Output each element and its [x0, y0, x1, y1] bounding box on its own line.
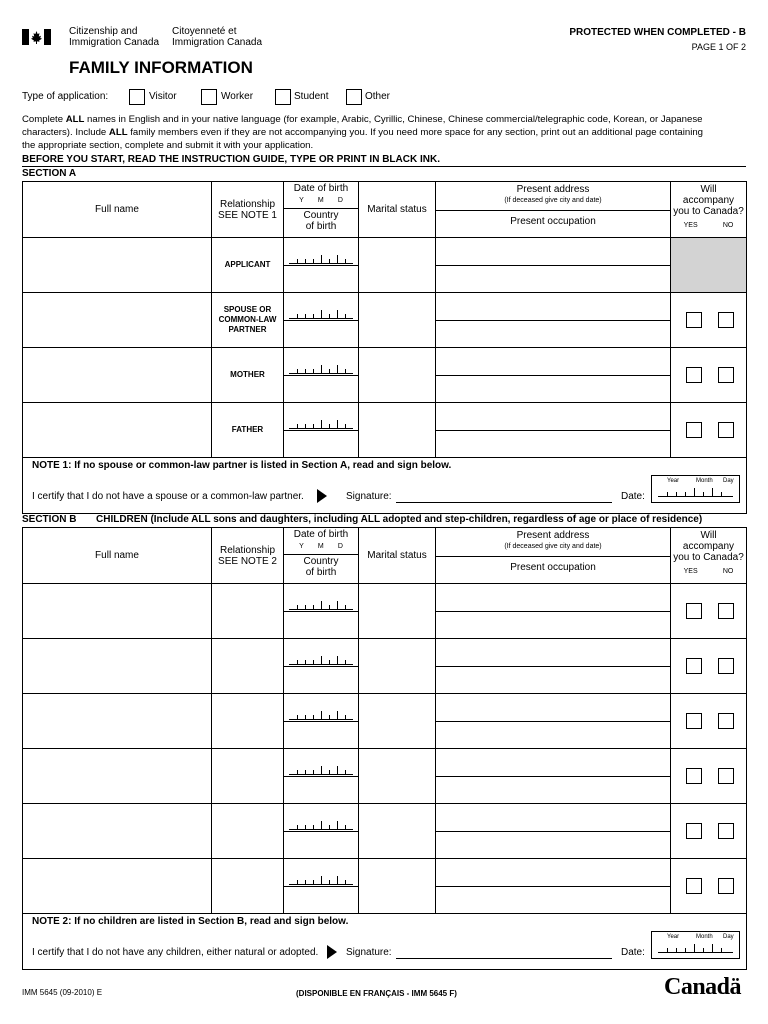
header-text: Will [700, 184, 717, 195]
address-cell[interactable] [436, 584, 671, 639]
ymd-labels [284, 194, 358, 207]
instruction-text: family members even if they are not accompanying you. If you need more space for any section, print out an additional page containing [127, 127, 704, 138]
no-checkbox[interactable] [718, 713, 734, 729]
yes-checkbox[interactable] [686, 312, 702, 328]
no-checkbox[interactable] [718, 312, 734, 328]
no-label: NO [722, 222, 734, 229]
relationship-text: PARTNER [228, 325, 267, 334]
section-a-header-row [23, 182, 747, 238]
marital-cell[interactable] [359, 859, 436, 914]
address-cell[interactable] [436, 804, 671, 859]
marital-cell[interactable] [359, 639, 436, 694]
address-cell[interactable] [436, 639, 671, 694]
header-text: SEE NOTE 2 [218, 555, 277, 567]
full-name-cell[interactable] [23, 403, 212, 458]
address-divider [436, 375, 670, 376]
no-checkbox[interactable] [718, 603, 734, 619]
country-divider [284, 611, 358, 612]
header-text: Present address [516, 184, 590, 195]
marital-cell[interactable] [359, 694, 436, 749]
header-subtext: (If deceased give city and date) [504, 197, 602, 204]
note-1-row [23, 458, 747, 514]
date-field[interactable] [651, 475, 740, 503]
full-name-cell[interactable] [23, 238, 212, 293]
no-label: NO [722, 568, 734, 575]
divider [22, 166, 746, 167]
marital-header [359, 182, 436, 238]
date-ticks [658, 945, 733, 953]
signature-label: Signature: [346, 491, 392, 502]
accompany-cell [671, 694, 747, 749]
canada-flag-icon [22, 29, 51, 45]
application-type-label: Type of application: [22, 91, 109, 102]
instruction-line [22, 126, 750, 139]
accompany-header [671, 182, 747, 238]
address-divider [436, 265, 670, 266]
relationship-cell[interactable] [212, 584, 284, 639]
relationship-cell[interactable] [212, 639, 284, 694]
header-text: Present address [516, 530, 590, 541]
dob-header [284, 182, 359, 238]
header-text: accompany [682, 541, 735, 552]
worker-label: Worker [221, 91, 254, 102]
other-checkbox[interactable] [346, 89, 362, 105]
no-checkbox[interactable] [718, 658, 734, 674]
form-title: FAMILY INFORMATION [69, 58, 253, 77]
header-text: you to Canada? [673, 206, 744, 217]
marital-cell[interactable] [359, 584, 436, 639]
full-name-cell[interactable] [23, 804, 212, 859]
header-text: Relationship [219, 198, 276, 210]
dob-cell[interactable] [284, 584, 359, 639]
relationship-text: APPLICANT [224, 260, 271, 269]
father-row [23, 403, 747, 458]
header-text: Marital status [367, 204, 427, 215]
note-1-text: NOTE 1: If no spouse or common-law partner is listed in Section A, read and sign below. [32, 460, 452, 471]
yes-checkbox[interactable] [686, 823, 702, 839]
child-row [23, 859, 747, 914]
yes-checkbox[interactable] [686, 603, 702, 619]
department-line: Citizenship and [69, 26, 138, 37]
instruction-line [22, 113, 750, 126]
month-label: Month [696, 934, 713, 940]
signature-label: Signature: [346, 947, 392, 958]
address-cell[interactable] [436, 238, 671, 293]
country-divider [284, 831, 358, 832]
relationship-cell[interactable] [212, 804, 284, 859]
canada-wordmark: Canadä [664, 974, 742, 1000]
no-checkbox[interactable] [718, 823, 734, 839]
department-name-fr [172, 26, 262, 48]
section-b-title: CHILDREN (Include ALL sons and daughters, including ALL adopted and step-children, regardless of age or place of residence) [96, 514, 703, 525]
accompany-cell [671, 749, 747, 804]
relationship-header [212, 182, 284, 238]
certify-text: I certify that I do not have a spouse or a common-law partner. [32, 491, 304, 502]
y-label: Y [299, 543, 304, 550]
section-a-label: SECTION A [22, 168, 77, 179]
dob-ticks [289, 767, 353, 775]
accompany-cell [671, 348, 747, 403]
ymd-labels [284, 540, 358, 553]
header-text: Full name [95, 550, 139, 561]
dob-cell[interactable] [284, 694, 359, 749]
instructions [22, 113, 750, 152]
accompany-cell [671, 293, 747, 348]
student-label: Student [294, 91, 329, 102]
address-divider [436, 776, 670, 777]
french-availability: (DISPONIBLE EN FRANÇAIS - IMM 5645 F) [296, 989, 457, 998]
dob-cell[interactable] [284, 639, 359, 694]
yes-no-labels [671, 220, 746, 231]
address-cell[interactable] [436, 694, 671, 749]
header-text: Relationship [219, 544, 276, 556]
instruction-text: names in English and in your native language (for example, Arabic, Cyrillic, Chinese, Chinese commercial/telegraphic code, Korean, or Japanese [84, 114, 703, 125]
relationship-cell [212, 238, 284, 293]
year-label: Year [667, 478, 680, 484]
marital-cell[interactable] [359, 293, 436, 348]
header-text: Date of birth [293, 529, 349, 540]
header-subtext: (If deceased give city and date) [504, 543, 602, 550]
accompany-cell [671, 403, 747, 458]
header-text: Marital status [367, 550, 427, 561]
child-row [23, 749, 747, 804]
year-label: Year [667, 934, 680, 940]
dob-cell[interactable] [284, 804, 359, 859]
marital-cell[interactable] [359, 749, 436, 804]
section-b-table [22, 527, 747, 970]
signature-field[interactable] [396, 502, 612, 503]
address-divider [436, 666, 670, 667]
date-label: Date: [621, 947, 645, 958]
address-divider [436, 886, 670, 887]
accompany-cell [671, 859, 747, 914]
yes-checkbox[interactable] [686, 367, 702, 383]
dob-ticks [289, 712, 353, 720]
arrow-right-icon [317, 489, 327, 503]
m-label: M [317, 197, 324, 204]
header-text: you to Canada? [673, 552, 744, 563]
full-name-cell[interactable] [23, 859, 212, 914]
instruction-emphasis: ALL [108, 127, 128, 138]
day-label: Day [723, 478, 734, 484]
address-divider [436, 611, 670, 612]
d-label: D [337, 543, 343, 550]
full-name-header [23, 528, 212, 584]
day-label: Day [723, 934, 734, 940]
full-name-cell[interactable] [23, 749, 212, 804]
dob-ticks [289, 822, 353, 830]
full-name-header [23, 182, 212, 238]
accompany-cell [671, 639, 747, 694]
header-text: of birth [305, 221, 337, 232]
d-label: D [337, 197, 343, 204]
relationship-text: FATHER [231, 425, 264, 434]
address-divider [436, 320, 670, 321]
relationship-cell [212, 348, 284, 403]
country-divider [284, 320, 358, 321]
country-divider [284, 776, 358, 777]
form-number: IMM 5645 (09-2010) E [22, 988, 103, 997]
relationship-text: SPOUSE OR [223, 305, 272, 314]
note-2-row [23, 914, 747, 970]
yes-label: YES [683, 568, 698, 575]
m-label: M [317, 543, 324, 550]
address-header [436, 528, 671, 584]
country-header [284, 208, 358, 232]
full-name-cell[interactable] [23, 293, 212, 348]
date-ticks [658, 489, 733, 497]
yes-checkbox[interactable] [686, 422, 702, 438]
yes-checkbox[interactable] [686, 713, 702, 729]
occupation-header: Present occupation [436, 556, 670, 573]
dob-cell[interactable] [284, 348, 359, 403]
department-name-en [69, 26, 159, 48]
date-label: Date: [621, 491, 645, 502]
header-text: Country [303, 556, 339, 567]
address-divider [436, 721, 670, 722]
yes-label: YES [683, 222, 698, 229]
occupation-header: Present occupation [436, 210, 670, 227]
no-checkbox[interactable] [718, 878, 734, 894]
visitor-label: Visitor [149, 91, 177, 102]
page-number: PAGE 1 OF 2 [691, 42, 746, 52]
header-text: SEE NOTE 1 [218, 209, 277, 221]
children-rows [23, 584, 747, 914]
signature-field[interactable] [396, 958, 612, 959]
header-text: Date of birth [293, 183, 349, 194]
accompany-cell [671, 584, 747, 639]
header-text: of birth [305, 567, 337, 578]
instruction-emphasis: ALL [65, 114, 85, 125]
marital-cell[interactable] [359, 804, 436, 859]
country-divider [284, 721, 358, 722]
relationship-cell[interactable] [212, 694, 284, 749]
dob-cell[interactable] [284, 749, 359, 804]
y-label: Y [299, 197, 304, 204]
department-line: Immigration Canada [69, 37, 160, 48]
no-checkbox[interactable] [718, 422, 734, 438]
mother-row [23, 348, 747, 403]
full-name-cell[interactable] [23, 584, 212, 639]
instruction-text: characters). Include [22, 127, 109, 138]
instruction-line: the appropriate section, complete and submit it with your application. [22, 140, 314, 151]
address-divider [436, 430, 670, 431]
instruction-text: Complete [22, 114, 66, 125]
dob-ticks [289, 657, 353, 665]
date-field[interactable] [651, 931, 740, 959]
section-a-table [22, 181, 747, 514]
note-2-cell [23, 914, 747, 970]
yes-no-labels [671, 566, 746, 577]
full-name-cell[interactable] [23, 348, 212, 403]
dob-ticks [289, 602, 353, 610]
country-divider [284, 375, 358, 376]
relationship-text: MOTHER [230, 370, 265, 379]
yes-checkbox[interactable] [686, 658, 702, 674]
header-text: Full name [95, 204, 139, 215]
marital-cell[interactable] [359, 348, 436, 403]
child-row [23, 639, 747, 694]
address-cell[interactable] [436, 403, 671, 458]
section-b-label: SECTION B [22, 514, 77, 525]
dob-ticks [289, 366, 353, 374]
country-divider [284, 265, 358, 266]
marital-cell[interactable] [359, 403, 436, 458]
country-divider [284, 430, 358, 431]
header-text: Country [303, 210, 339, 221]
department-line: Immigration Canada [172, 37, 263, 48]
marital-cell[interactable] [359, 238, 436, 293]
dob-ticks [289, 311, 353, 319]
relationship-cell[interactable] [212, 749, 284, 804]
dob-ticks [289, 877, 353, 885]
marital-header [359, 528, 436, 584]
child-row [23, 804, 747, 859]
no-checkbox[interactable] [718, 367, 734, 383]
accompany-cell [671, 804, 747, 859]
spouse-row [23, 293, 747, 348]
dob-ticks [289, 256, 353, 264]
address-cell[interactable] [436, 293, 671, 348]
header-text: accompany [682, 195, 735, 206]
visitor-checkbox[interactable] [129, 89, 145, 105]
dob-cell[interactable] [284, 403, 359, 458]
country-header [284, 554, 358, 578]
country-divider [284, 666, 358, 667]
relationship-text: COMMON-LAW [218, 315, 277, 324]
full-name-cell[interactable] [23, 639, 212, 694]
address-cell[interactable] [436, 859, 671, 914]
note-1-cell [23, 458, 747, 514]
relationship-cell [212, 293, 284, 348]
yes-checkbox[interactable] [686, 878, 702, 894]
month-label: Month [696, 478, 713, 484]
dob-header [284, 528, 359, 584]
full-name-cell[interactable] [23, 694, 212, 749]
address-cell[interactable] [436, 348, 671, 403]
accompany-cell-shaded [671, 238, 747, 293]
before-you-start: BEFORE YOU START, READ THE INSTRUCTION GUIDE, TYPE OR PRINT IN BLACK INK. [22, 154, 440, 165]
address-cell[interactable] [436, 749, 671, 804]
no-checkbox[interactable] [718, 768, 734, 784]
child-row [23, 584, 747, 639]
department-line: Citoyenneté et [172, 26, 237, 37]
worker-checkbox[interactable] [201, 89, 217, 105]
accompany-header [671, 528, 747, 584]
relationship-cell[interactable] [212, 859, 284, 914]
other-label: Other [365, 91, 391, 102]
student-checkbox[interactable] [275, 89, 291, 105]
dob-cell[interactable] [284, 238, 359, 293]
relationship-cell [212, 403, 284, 458]
address-divider [436, 831, 670, 832]
section-b-header-row [23, 528, 747, 584]
dob-cell[interactable] [284, 293, 359, 348]
dob-cell[interactable] [284, 859, 359, 914]
yes-checkbox[interactable] [686, 768, 702, 784]
country-divider [284, 886, 358, 887]
dob-ticks [289, 421, 353, 429]
certify-text: I certify that I do not have any children, either natural or adopted. [32, 947, 319, 958]
note-2-text: NOTE 2: If no children are listed in Section B, read and sign below. [32, 916, 349, 927]
child-row [23, 694, 747, 749]
protected-label: PROTECTED WHEN COMPLETED - B [569, 27, 746, 38]
applicant-row [23, 238, 747, 293]
address-header [436, 182, 671, 238]
arrow-right-icon [327, 945, 337, 959]
relationship-header [212, 528, 284, 584]
header-text: Will [700, 530, 717, 541]
